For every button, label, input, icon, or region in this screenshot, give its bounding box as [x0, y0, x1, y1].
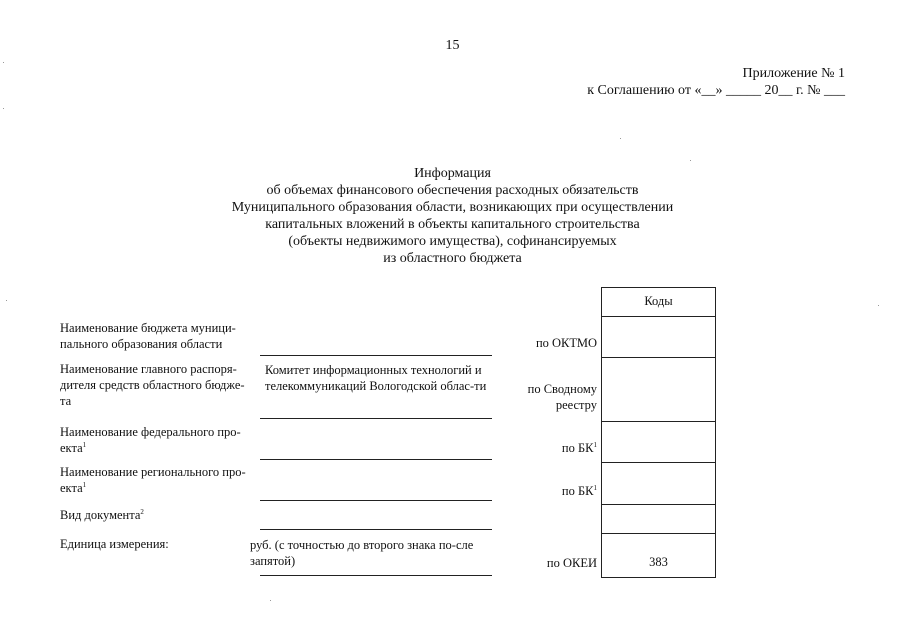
- scan-speck: [878, 305, 879, 306]
- codes-table-divider: [601, 357, 716, 358]
- row-label-federal-project: [60, 424, 255, 456]
- title-line-5: (объекты недвижимого имущества), софинансируемых: [288, 234, 617, 249]
- row-value-underline: [260, 355, 492, 356]
- row-label-regional-project: [60, 464, 255, 496]
- codes-table-divider: [601, 316, 716, 317]
- footnote-mark: 1: [82, 480, 87, 489]
- footnote-mark: 2: [140, 507, 144, 516]
- code-label-okei: по ОКЕИ: [546, 556, 597, 570]
- row-label-unit: Единица измерения:: [60, 537, 169, 551]
- row-label-text: Наименование регионального про-екта: [60, 465, 246, 495]
- scan-speck: [6, 300, 7, 301]
- scan-speck: [620, 138, 621, 139]
- appendix-title: Приложение № 1: [742, 66, 845, 81]
- code-label-bk-federal: [500, 437, 597, 456]
- appendix-agreement-ref: к Соглашению от «__» _____ 20__ г. № ___: [587, 83, 845, 98]
- row-value-underline: [260, 418, 492, 419]
- codes-table-divider: [601, 462, 716, 463]
- title-line-2: об объемах финансового обеспечения расходных обязательств: [266, 183, 639, 198]
- codes-table-divider: [601, 533, 716, 534]
- codes-header: Коды: [644, 294, 673, 308]
- title-line-1: Информация: [414, 166, 491, 181]
- footnote-mark: 1: [593, 484, 597, 492]
- row-value-unit: руб. (с точностью до второго знака по-сле запятой): [250, 538, 474, 568]
- title-line-3: Муниципального образования области, возникающих при осуществлении: [231, 200, 674, 215]
- code-label-bk-regional: [500, 480, 597, 499]
- footnote-mark: 1: [593, 441, 597, 449]
- codes-table-bottom-border: [601, 577, 716, 578]
- row-label-text: Наименование федерального про-екта: [60, 425, 241, 455]
- code-value-okei: 383: [649, 555, 668, 569]
- codes-table-divider: [601, 504, 716, 505]
- row-value-underline: [260, 459, 492, 460]
- code-label-text: по БК: [561, 441, 594, 456]
- scan-speck: [270, 600, 271, 601]
- scan-speck: [690, 160, 691, 161]
- row-label-document-type: [60, 507, 255, 523]
- code-label-text: по БК: [561, 484, 594, 499]
- scan-speck: [3, 62, 4, 63]
- row-label-chief-administrator: Наименование главного распоря-дителя средств областного бюдже-та: [60, 362, 245, 408]
- row-value-underline: [260, 529, 492, 530]
- code-label-consolidated-register: по Сводному: [527, 382, 597, 396]
- code-label-consolidated-register-line2: реестру: [555, 398, 597, 412]
- code-label-oktmo: по ОКТМО: [535, 336, 597, 350]
- page-number: 15: [445, 38, 460, 53]
- row-value-chief-administrator: Комитет информационных технологий и телекоммуникаций Вологодской облас-ти: [265, 363, 487, 393]
- codes-table-divider: [601, 421, 716, 422]
- footnote-mark: 1: [82, 440, 87, 449]
- row-label-budget-name: Наименование бюджета муници-пального образования области: [60, 321, 236, 351]
- codes-table-top-border: [601, 287, 716, 288]
- row-label-text: Вид документа: [60, 508, 141, 522]
- row-value-underline: [260, 575, 492, 576]
- scan-speck: [3, 108, 4, 109]
- title-line-4: капитальных вложений в объекты капитального строительства: [265, 217, 640, 232]
- row-value-underline: [260, 500, 492, 501]
- title-line-6: из областного бюджета: [383, 251, 522, 266]
